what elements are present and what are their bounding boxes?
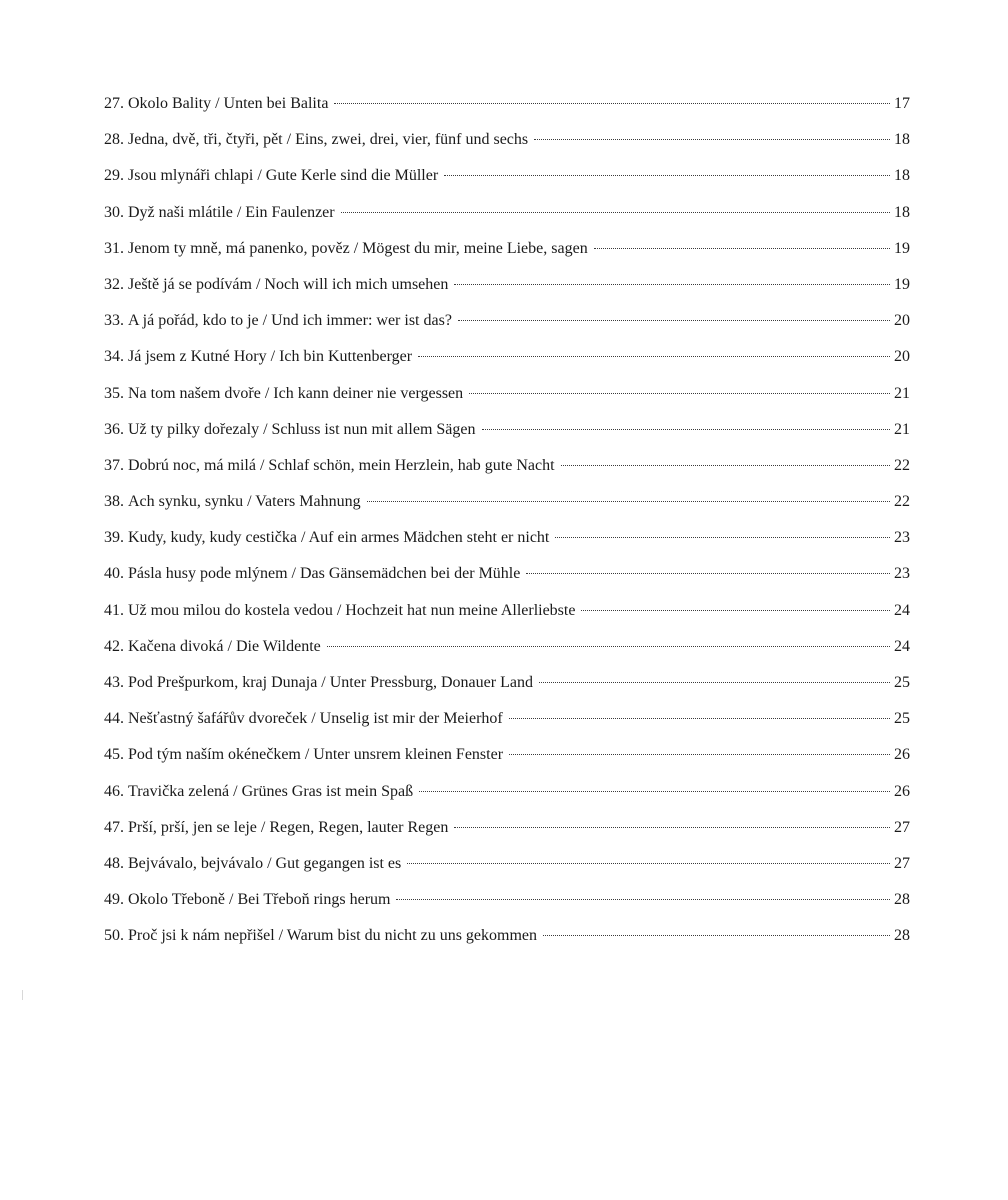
dot-leader xyxy=(594,248,890,249)
toc-entry-number: 34. xyxy=(104,348,124,366)
dot-leader xyxy=(482,429,890,430)
toc-entry-page-number: 18 xyxy=(894,203,910,221)
toc-entry-title: Nešťastný šafářův dvoreček / Unselig ist mir der Meierhof xyxy=(128,710,503,728)
toc-entry-title: Jenom ty mně, má panenko, pověz / Mögest du mir, meine Liebe, sagen xyxy=(128,239,588,257)
toc-entry-number: 42. xyxy=(104,637,124,655)
toc-entry-title: Prší, prší, jen se leje / Regen, Regen, lauter Regen xyxy=(128,818,449,836)
toc-entry xyxy=(104,633,910,669)
toc-entry xyxy=(104,343,910,379)
toc-entry-title: Okolo Bality / Unten bei Balita xyxy=(128,95,329,112)
toc-entry-page-number: 24 xyxy=(894,637,910,655)
dot-leader xyxy=(418,356,890,357)
dot-leader xyxy=(396,899,890,900)
toc-entry-title: Kačena divoká / Die Wildente xyxy=(128,637,321,655)
toc-entry-number: 27. xyxy=(104,95,124,112)
toc-entry-number: 44. xyxy=(104,710,124,728)
toc-entry-title: Už mou milou do kostela vedou / Hochzeit hat nun meine Allerliebste xyxy=(128,601,576,619)
toc-entry-number: 33. xyxy=(104,312,124,330)
toc-entry-title: Pod tým naším okénečkem / Unter unsrem kleinen Fenster xyxy=(128,746,504,764)
toc-entry xyxy=(104,452,910,488)
toc-entry-title: Jsou mlynáři chlapi / Gute Kerle sind die Müller xyxy=(128,167,439,185)
dot-leader xyxy=(334,103,890,104)
toc-entry xyxy=(104,416,910,452)
dot-leader xyxy=(534,139,890,140)
toc-entry-title: A já pořád, kdo to je / Und ich immer: wer ist das? xyxy=(128,312,452,330)
dot-leader xyxy=(509,718,890,719)
toc-entry-number: 36. xyxy=(104,420,124,438)
toc-entry-number: 37. xyxy=(104,456,124,474)
toc-entry-title: Bejvávalo, bejvávalo / Gut gegangen ist es xyxy=(128,854,402,872)
dot-leader xyxy=(419,791,890,792)
toc-entry-title: Dyž naši mlátile / Ein Faulenzer xyxy=(128,203,335,221)
toc-entry-page-number: 26 xyxy=(894,746,910,764)
toc-entry-title: Pod Prešpurkom, kraj Dunaja / Unter Pressburg, Donauer Land xyxy=(128,674,533,691)
toc-entry xyxy=(104,741,910,777)
toc-entry-number: 45. xyxy=(104,746,124,764)
toc-entry-page-number: 25 xyxy=(894,674,910,691)
dot-leader xyxy=(454,827,890,828)
toc-entry-page-number: 23 xyxy=(894,529,910,547)
toc-entry xyxy=(104,778,910,814)
toc-entry xyxy=(104,705,910,741)
toc-entry-page-number: 18 xyxy=(894,131,910,149)
toc-entry-page-number: 21 xyxy=(894,384,910,402)
toc-entry xyxy=(104,126,910,162)
toc-entry-title: Už ty pilky dořezaly / Schluss ist nun mit allem Sägen xyxy=(128,420,476,438)
scan-artifact xyxy=(22,990,23,1000)
toc-entry xyxy=(104,560,910,596)
toc-entry-number: 30. xyxy=(104,203,124,221)
toc-entry-number: 38. xyxy=(104,493,124,511)
toc-entry-number: 49. xyxy=(104,891,124,909)
toc-entry-page-number: 19 xyxy=(894,275,910,293)
dot-leader xyxy=(458,320,890,321)
toc-entry-number: 39. xyxy=(104,529,124,547)
dot-leader xyxy=(341,212,890,213)
toc-entry-title: Kudy, kudy, kudy cestička / Auf ein armes Mädchen steht er nicht xyxy=(128,529,550,547)
toc-entry-title: Ach synku, synku / Vaters Mahnung xyxy=(128,493,361,511)
toc-entry-number: 29. xyxy=(104,167,124,185)
toc-entry-page-number: 19 xyxy=(894,239,910,257)
toc-entry-page-number: 27 xyxy=(894,818,910,836)
toc-entry xyxy=(104,90,910,126)
toc-entry-page-number: 23 xyxy=(894,565,910,583)
toc-entry-page-number: 22 xyxy=(894,493,910,511)
toc-entry-page-number: 18 xyxy=(894,167,910,185)
dot-leader xyxy=(327,646,890,647)
toc-entry-page-number: 24 xyxy=(894,601,910,619)
toc-entry xyxy=(104,922,910,958)
toc-entry-page-number: 26 xyxy=(894,782,910,800)
toc-entry xyxy=(104,162,910,198)
dot-leader xyxy=(509,754,890,755)
dot-leader xyxy=(581,610,890,611)
dot-leader xyxy=(367,501,890,502)
toc-entry-number: 41. xyxy=(104,601,124,619)
toc-entry-page-number: 28 xyxy=(894,891,910,909)
dot-leader xyxy=(454,284,890,285)
toc-entry-number: 50. xyxy=(104,927,124,945)
dot-leader xyxy=(407,863,890,864)
toc-entry-number: 31. xyxy=(104,239,124,257)
toc-entry xyxy=(104,814,910,850)
toc-entry xyxy=(104,271,910,307)
dot-leader xyxy=(526,573,890,574)
toc-entry xyxy=(104,524,910,560)
table-of-contents xyxy=(104,90,910,959)
dot-leader xyxy=(444,175,890,176)
dot-leader xyxy=(555,537,890,538)
toc-entry-number: 47. xyxy=(104,818,124,836)
dot-leader xyxy=(561,465,890,466)
toc-entry xyxy=(104,380,910,416)
toc-entry xyxy=(104,199,910,235)
toc-entry-page-number: 28 xyxy=(894,927,910,945)
toc-entry-number: 28. xyxy=(104,131,124,149)
toc-entry-page-number: 20 xyxy=(894,348,910,366)
toc-entry-page-number: 21 xyxy=(894,420,910,438)
dot-leader xyxy=(469,393,890,394)
toc-entry xyxy=(104,488,910,524)
toc-entry-number: 48. xyxy=(104,854,124,872)
toc-entry-number: 43. xyxy=(104,674,124,691)
dot-leader xyxy=(539,682,890,683)
toc-entry-title: Já jsem z Kutné Hory / Ich bin Kuttenberger xyxy=(128,348,413,366)
toc-entry xyxy=(104,235,910,271)
toc-entry xyxy=(104,307,910,343)
toc-entry xyxy=(104,886,910,922)
toc-entry-title: Dobrú noc, má milá / Schlaf schön, mein Herzlein, hab gute Nacht xyxy=(128,456,555,474)
dot-leader xyxy=(543,935,890,936)
toc-entry xyxy=(104,597,910,633)
toc-entry xyxy=(104,669,910,705)
toc-entry-number: 32. xyxy=(104,275,124,293)
toc-entry-number: 35. xyxy=(104,384,124,402)
toc-entry-page-number: 17 xyxy=(894,95,910,112)
toc-entry-title: Na tom našem dvoře / Ich kann deiner nie vergessen xyxy=(128,384,464,402)
toc-entry-number: 40. xyxy=(104,565,124,583)
toc-entry-page-number: 22 xyxy=(894,456,910,474)
toc-entry-title: Ještě já se podívám / Noch will ich mich umsehen xyxy=(128,275,449,293)
toc-entry-title: Travička zelená / Grünes Gras ist mein Spaß xyxy=(128,782,414,800)
toc-entry xyxy=(104,850,910,886)
toc-entry-page-number: 20 xyxy=(894,312,910,330)
toc-entry-title: Jedna, dvě, tři, čtyři, pět / Eins, zwei, drei, vier, fünf und sechs xyxy=(128,131,529,149)
toc-entry-title: Okolo Třeboně / Bei Třeboň rings herum xyxy=(128,891,391,909)
toc-entry-title: Pásla husy pode mlýnem / Das Gänsemädchen bei der Mühle xyxy=(128,565,521,583)
toc-entry-number: 46. xyxy=(104,782,124,800)
toc-entry-title: Proč jsi k nám nepřišel / Warum bist du nicht zu uns gekommen xyxy=(128,927,538,945)
toc-entry-page-number: 27 xyxy=(894,854,910,872)
toc-entry-page-number: 25 xyxy=(894,710,910,728)
